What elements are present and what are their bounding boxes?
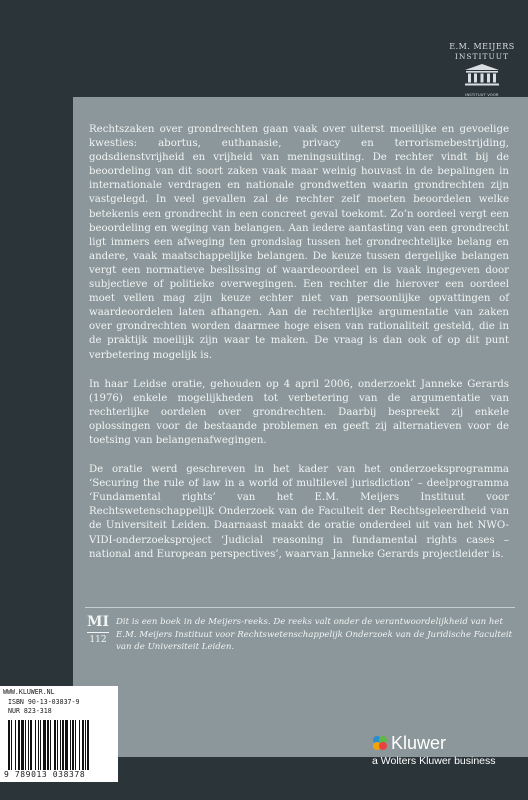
publisher-url: WWW.KLUWER.NL xyxy=(3,688,55,696)
divider xyxy=(85,607,515,608)
kluwer-mark-icon xyxy=(372,735,388,751)
series-number: 112 xyxy=(87,632,109,645)
series-note: Dit is een boek in de Meijers-reeks. De reeks valt onder de verantwoordelijkheid van het E.M. Meijers Instituut voor Rechtswetenschappelijk Onderzoek van de Juridische Faculteit van de Universiteit Leiden. xyxy=(116,617,513,652)
blurb-paragraph-2: In haar Leidse oratie, gehouden op 4 april 2006, onderzoekt Janneke Gerards (1976) enkele mogelijkheden tot verbetering van de argumentatie van rechterlijke oordelen over grondrechten. Daarbij bespreekt zij enkele oplossingen voor de bestaande problemen en geeft zij alternatieven voor de toetsing van belangenafwegingen. xyxy=(89,378,509,446)
description-panel xyxy=(73,97,528,757)
blurb-paragraph-1: Rechtszaken over grondrechten gaan vaak over uiterst moeilijke en gevoelige kwesties: abortus, euthanasie, privacy en terrorismebestrijding, godsdienstvrijheid en vrijheid van meningsuiting. De rechter vindt bij de beoordeling van dit soort zaken vaak maar weinig houvast in de bepalingen in internationale verdragen en nationale grondwetten waarin grondrechten zijn vastgelegd. In veel gevallen zal de rechter zelf moeten beoordelen welke betekenis een grondrecht in een concreet geval toekomt. Zo’n oordeel vergt een beoordeling en weging van belangen. Aan iedere aantasting van een grondrecht ligt immers een afweging ten grondslag tussen het grondrechtelijke belang en andere, vaak maatschappelijke belangen. De keuze tussen dergelijke belangen vergt een normatieve beslissing of waardeoordeel en is vaak ingegeven door subjectieve of politieke overwegingen. Een rechter die hierover een oordeel moet vellen mag zijn keuze echter niet van persoonlijke opvattingen of waardeoordelen laten afhangen. Aan de rechterlijke argumentatie van zaken over grondrechten worden daarmee hoge eisen van rationaliteit gesteld, die in de praktijk moeilijk zijn waar te maken. De vraag is dan ook of op dit punt verbetering mogelijk is. xyxy=(89,124,509,361)
barcode-digits: 9 789013 038378 xyxy=(4,770,86,779)
nur-text: NUR 823-318 xyxy=(8,707,52,715)
publisher-logo xyxy=(371,733,521,773)
barcode-icon xyxy=(8,720,112,770)
barcode-label xyxy=(0,686,118,782)
isbn-text: ISBN 90-13-03837-9 xyxy=(8,698,80,706)
publisher-name: Kluwer xyxy=(391,733,447,753)
series-badge xyxy=(87,614,109,645)
series-code: MI xyxy=(87,614,110,630)
blurb xyxy=(89,123,509,577)
logo-name: INSTITUUT xyxy=(454,52,510,61)
logo-initials: E.M. MEIJERS xyxy=(449,42,515,51)
pillars-icon xyxy=(463,64,501,86)
blurb-paragraph-3: De oratie werd geschreven in het kader van het onderzoeksprogramma ‘Securing the rule of law in a world of multilevel jurisdiction’ – deelprogramma ‘Fundamental rights’ van het E.M. Meijers Instituut voor Rechtswetenschappelijk Onderzoek van de Faculteit der Rechtsgeleerdheid van de Universiteit Leiden. Daarnaast maakt de oratie onderdeel uit van het NWO-VIDI-onderzoeksproject ‘Judicial reasoning in fundamental rights cases – national and European perspectives’, waarvan Janneke Gerards projectleider is. xyxy=(89,464,509,560)
logo-subline-1: INSTITUUT VOOR xyxy=(465,93,499,97)
publisher-tagline: a Wolters Kluwer business xyxy=(372,755,496,767)
